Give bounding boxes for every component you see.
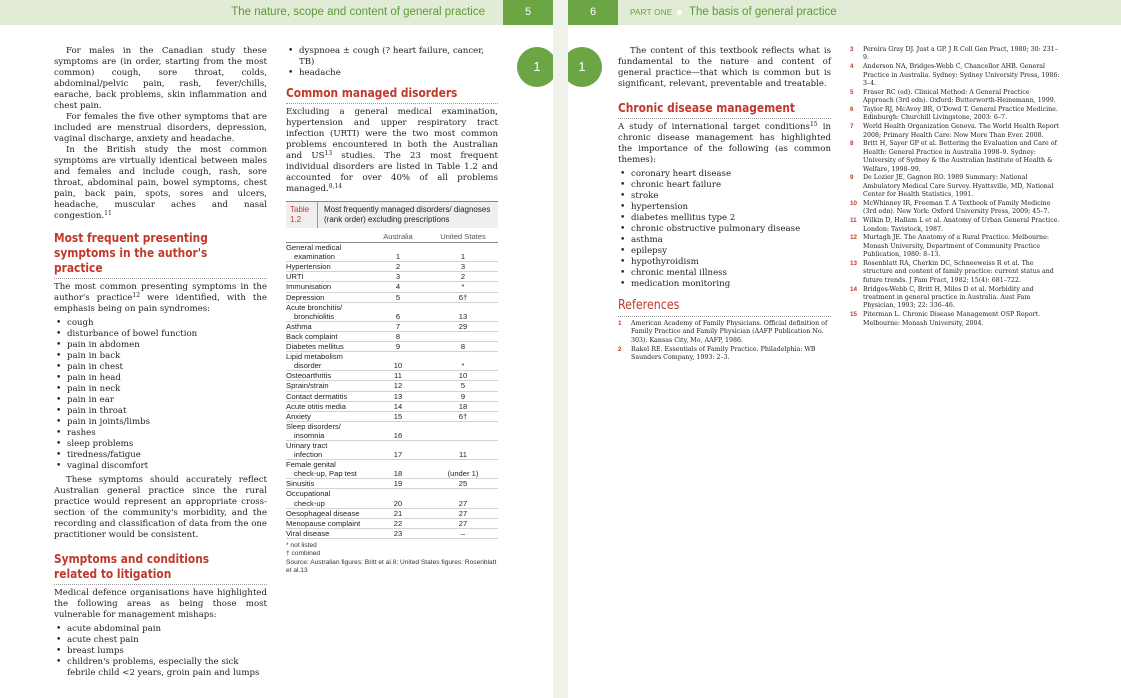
right-column-2 xyxy=(850,46,1060,328)
table-cell-australia-rank: 8 xyxy=(395,331,401,341)
table-header-blank xyxy=(286,232,368,241)
disorder-name-line: General medical xyxy=(286,243,342,253)
table-row xyxy=(286,282,498,292)
citation: 8,14 xyxy=(328,183,343,190)
right-chapter-badge: 1 xyxy=(568,47,602,87)
table-cell-australia-rank: 2 xyxy=(395,262,401,272)
left-column-1 xyxy=(54,46,267,682)
table-label-number: 1.2 xyxy=(290,215,302,224)
symptom-item: • pain in head xyxy=(54,373,267,384)
table-cell-us-rank: 5 xyxy=(460,381,466,391)
paragraph-text: studies. The 23 most frequent individual disorders are listed in Table 1.2 and accounted for over 40% of all problems managed. xyxy=(286,151,498,194)
table-row xyxy=(286,441,498,460)
reference-number: 9 xyxy=(850,174,854,182)
condition-item: • coronary heart disease xyxy=(618,169,831,180)
symptom-item: • pain in chest xyxy=(54,362,267,373)
table-body xyxy=(286,243,498,539)
reference-item xyxy=(850,217,1060,234)
table-cell-us-rank: 27 xyxy=(458,498,468,508)
table-cell-australia-rank: 18 xyxy=(393,469,403,479)
table-cell-australia-rank: 7 xyxy=(395,321,401,331)
table-cell-disorder xyxy=(286,412,368,421)
reference-text: McWhinney IR, Freeman T. A Textbook of Family Medicine (3rd edn). New York: Oxford University Press, 2009; 45–7. xyxy=(863,200,1051,216)
condition-item: • diabetes mellitus type 2 xyxy=(618,213,831,224)
disorder-name-line: bronchiolitis xyxy=(294,311,335,321)
table-cell-disorder xyxy=(286,303,368,321)
table-caption-text: Most frequently managed disorders/ diagnoses (rank order) excluding prescriptions xyxy=(324,205,491,224)
table-cell-australia-rank: 4 xyxy=(395,282,401,292)
reference-number: 7 xyxy=(850,123,854,131)
reference-text: Piterman L. Chronic Disease Management OSP Report. Melbourne: Monash University, 2004. xyxy=(863,311,1041,327)
table-cell-disorder xyxy=(286,460,368,478)
footnote-source: Source: Australian figures: Britt et al.8; United States figures: Rosenblatt et al.13 xyxy=(286,558,497,575)
disorder-name-line: disorder xyxy=(294,361,322,371)
table-cell-disorder xyxy=(286,282,368,291)
disorder-name-line: Acute bronchitis/ xyxy=(286,302,343,312)
bullet-item: • headache xyxy=(286,68,498,79)
heading-rule xyxy=(286,103,498,104)
table-cell-disorder xyxy=(286,509,368,518)
table-cell-us-rank: 1 xyxy=(460,252,466,262)
table-cell-disorder xyxy=(286,293,368,302)
table-footnotes xyxy=(286,542,498,576)
table-label-word: Table xyxy=(290,205,310,214)
disorder-name-line: infection xyxy=(294,450,323,460)
reference-number: 4 xyxy=(850,63,854,71)
disorder-name-line: Depression xyxy=(286,292,325,302)
disorder-name-line: Menopause complaint xyxy=(286,518,361,528)
footnote-not-listed: * not listed xyxy=(286,541,317,549)
paragraph xyxy=(618,122,831,166)
reference-item xyxy=(618,346,831,363)
table-row xyxy=(286,412,498,422)
table-cell-australia-rank: 19 xyxy=(393,479,403,489)
reference-item xyxy=(850,140,1060,174)
table-cell-disorder xyxy=(286,479,368,488)
reference-item xyxy=(850,200,1060,217)
symptom-list xyxy=(54,318,267,472)
condition-item: • stroke xyxy=(618,191,831,202)
table-cell-us-rank: 11 xyxy=(459,450,467,460)
section-heading: Symptoms and conditions related to litigation xyxy=(54,551,210,581)
table-cell-disorder xyxy=(286,243,368,261)
symptom-item: • cough xyxy=(54,318,267,329)
litigation-list xyxy=(54,624,267,679)
reference-item xyxy=(850,174,1060,199)
reference-text: Taylor RJ, McAvoy BR, O'Dowd T. General Practice Medicine. Edinburgh: Churchill Livingstone, 2003: 6–7. xyxy=(863,106,1058,122)
reference-text: Bridges-Webb C, Britt H, Miles D et al. Morbidity and treatment in general practice in Australia. Aust Fam Physician, 1993; 22: 336–46. xyxy=(863,285,1034,310)
references-heading: References xyxy=(618,298,680,313)
reference-number: 8 xyxy=(850,140,854,148)
litigation-item: • children's problems, especially the sick febrile child <2 years, groin pain and lumps xyxy=(54,657,267,679)
table-cell-disorder xyxy=(286,272,368,281)
paragraph xyxy=(286,107,498,195)
symptom-item: • tiredness/fatigue xyxy=(54,450,267,461)
condition-item: • chronic obstructive pulmonary disease xyxy=(618,224,831,235)
litigation-item: • acute chest pain xyxy=(54,635,267,646)
right-page-number: 6 xyxy=(568,0,618,25)
footnote-combined: † combined xyxy=(286,550,321,558)
heading-rule xyxy=(54,584,267,585)
reference-text: American Academy of Family Physicians. Official definition of Family Practice and Family Physician (AAFP Publication No. 303). Kansas City, Mo, AAFP, 1986. xyxy=(631,320,828,344)
paragraph-text: in chronic disease management has highlighted the importance of the following (as common themes): xyxy=(618,122,832,165)
disorder-name-line: Osteoarthritis xyxy=(286,371,332,381)
table-cell-australia-rank: 21 xyxy=(393,508,403,518)
paragraph: For males in the Canadian study these symptoms are (in order, starting from the most common) cough, sore throat, colds, abdominal/pelvic pain, rash, fever/chills, earache, back problems, skin inflammation and chest pain. xyxy=(54,46,267,111)
right-header-title: The basis of general practice xyxy=(689,6,837,18)
disorder-name-line: URTI xyxy=(286,272,304,282)
reference-text: Rakel RE. Essentials of Family Practice. Philadelphia: WB Saunders Company, 1993: 2–3. xyxy=(631,345,816,362)
reference-number: 11 xyxy=(850,217,857,225)
disorder-name-line: Occupational xyxy=(286,489,331,499)
table-cell-australia-rank: 9 xyxy=(395,342,401,352)
table-cell-us-rank xyxy=(428,332,498,341)
table-cell-us-rank: 9 xyxy=(460,391,466,401)
page-gutter xyxy=(553,0,568,698)
table-row xyxy=(286,303,498,322)
symptom-item: • pain in ear xyxy=(54,395,267,406)
reference-number: 5 xyxy=(850,88,854,96)
reference-text: De Lozier JE, Gagnon RO. 1989 Summary: National Ambulatory Medical Care Survey. Hyattsville, MD, National Center for Health Statistics, 1991. xyxy=(863,174,1054,199)
table-cell-australia-rank: 3 xyxy=(395,272,401,282)
table-cell-us-rank: 27 xyxy=(458,518,468,528)
right-page xyxy=(568,0,1121,698)
reference-text: Anderson NA, Bridges-Webb C, Chancellor AHB. General Practice in Australia. Sydney: Sydney University Press, 1986: 3–4. xyxy=(863,63,1060,88)
table-cell-australia-rank: 12 xyxy=(393,381,403,391)
table-cell-us-rank: 2 xyxy=(460,272,466,282)
symptom-item: • disturbance of bowel function xyxy=(54,329,267,340)
reference-text: Pereira Gray DJ. Just a GP. J R Coll Gen Pract, 1980; 30: 231–9. xyxy=(863,46,1058,62)
reference-number: 12 xyxy=(850,234,858,242)
disorder-name-line: Sleep disorders/ xyxy=(286,421,341,431)
reference-item xyxy=(618,320,831,345)
reference-text: Britt H, Sayer GP et al. Bettering the Evaluation and Care of Health: General Practice in Australia 1998–9. Sydney: University of Sydney & the Australian Institute of Health & Welfare, 1998–99. xyxy=(863,140,1057,173)
condition-item: • chronic mental illness xyxy=(618,268,831,279)
left-page xyxy=(0,0,553,698)
table-cell-australia-rank: 17 xyxy=(393,450,403,460)
table-cell-disorder xyxy=(286,352,368,370)
table-row xyxy=(286,342,498,352)
left-chapter-badge: 1 xyxy=(517,47,553,87)
reference-item xyxy=(850,123,1060,140)
paragraph: For females the five other symptoms that are included are menstrual disorders, depression, vaginal discharge, anxiety and headache. xyxy=(54,112,267,144)
citation: 11 xyxy=(104,210,112,217)
table-cell-australia-rank: 14 xyxy=(393,401,403,411)
table-row xyxy=(286,371,498,381)
table-row xyxy=(286,392,498,402)
table-row xyxy=(286,322,498,332)
table-label xyxy=(286,202,318,228)
condition-item: • asthma xyxy=(618,235,831,246)
table-header-row xyxy=(286,228,498,243)
table-row xyxy=(286,479,498,489)
table-header-australia: Australia xyxy=(383,232,413,241)
reference-item xyxy=(850,311,1060,328)
table-cell-us-rank: 8 xyxy=(460,342,466,352)
table-row xyxy=(286,293,498,303)
paragraph xyxy=(54,145,267,222)
paragraph xyxy=(54,282,267,315)
table-cell-us-rank: * xyxy=(461,361,465,371)
table-cell-australia-rank: 22 xyxy=(393,518,403,528)
table-cell-disorder xyxy=(286,392,368,401)
table-cell-disorder xyxy=(286,371,368,380)
disorder-name-line: Anxiety xyxy=(286,411,311,421)
table-row xyxy=(286,509,498,519)
table-cell-australia-rank: 11 xyxy=(394,371,402,381)
reference-number: 2 xyxy=(618,345,622,353)
reference-item xyxy=(850,89,1060,106)
symptom-item: • sleep problems xyxy=(54,439,267,450)
disorder-name-line: Viral disease xyxy=(286,528,330,538)
section-heading: Chronic disease management xyxy=(618,100,795,115)
litigation-item: • breast lumps xyxy=(54,646,267,657)
table-cell-disorder xyxy=(286,262,368,271)
left-header-title: The nature, scope and content of general practice xyxy=(231,6,485,18)
disorder-name-line: Back complaint xyxy=(286,331,338,341)
condition-item: • chronic heart failure xyxy=(618,180,831,191)
paragraph-text: The most common presenting symptoms in the author's practice xyxy=(54,282,267,303)
condition-item: • epilepsy xyxy=(618,246,831,257)
reference-text: Murtagh JE. The Anatomy of a Rural Practice. Melbourne: Monash University, Department of Community Practice Publication, 1980: 8–13. xyxy=(863,234,1049,259)
symptom-item: • pain in joints/limbs xyxy=(54,417,267,428)
table-row xyxy=(286,352,498,371)
reference-number: 3 xyxy=(850,46,854,53)
table-cell-australia-rank: 5 xyxy=(395,292,401,302)
table-cell-disorder xyxy=(286,402,368,411)
table-cell-disorder xyxy=(286,489,368,507)
table-cell-disorder xyxy=(286,441,368,459)
table-row xyxy=(286,262,498,272)
symptom-item: • vaginal discomfort xyxy=(54,461,267,472)
table-cell-us-rank: 18 xyxy=(458,401,468,411)
table-row xyxy=(286,243,498,262)
header-separator-dot xyxy=(677,10,682,15)
table-cell-us-rank: 3 xyxy=(460,262,466,272)
table-cell-us-rank: 6† xyxy=(458,292,468,302)
paragraph-text: Excluding a general medical examination, hypertension and upper respiratory tract infection (URTI) were the two most common problems encountered in both the Australian and US xyxy=(286,107,498,161)
disorder-name-line: Sprain/strain xyxy=(286,381,329,391)
reference-number: 6 xyxy=(850,106,854,114)
table-cell-australia-rank: 15 xyxy=(393,411,403,421)
disorder-name-line: Immunisation xyxy=(286,282,332,292)
disorder-name-line: check-up, Pap test xyxy=(294,469,357,479)
heading-rule xyxy=(618,316,831,317)
table-cell-australia-rank: 16 xyxy=(393,430,403,440)
disorder-name-line: Acute otitis media xyxy=(286,401,346,411)
table-row xyxy=(286,519,498,529)
symptom-item: • pain in abdomen xyxy=(54,340,267,351)
paragraph-text: were identified, with the emphasis being on pain syndromes: xyxy=(54,293,267,314)
table-cell-disorder xyxy=(286,332,368,341)
table-row xyxy=(286,381,498,391)
table-row xyxy=(286,529,498,539)
paragraph-text: In the British study the most common symptoms are virtually identical between males and females and include cough, rash, sore throat, abdominal pain, bowel symptoms, chest pain, back pain, spots, sores and ulcers, headache, muscular aches and nasal congestion. xyxy=(54,145,267,221)
table-cell-us-rank: 10 xyxy=(458,371,468,381)
table-cell-us-rank: 6† xyxy=(458,411,468,421)
disorder-name-line: Urinary tract xyxy=(286,440,328,450)
table-cell-australia-rank: 20 xyxy=(393,498,403,508)
table-header-us: United States xyxy=(440,232,486,241)
table-cell-disorder xyxy=(286,381,368,390)
disorder-name-line: Asthma xyxy=(286,321,312,331)
citation: 15 xyxy=(809,121,818,128)
disorder-name-line: check-up xyxy=(294,498,325,508)
reference-item xyxy=(850,260,1060,285)
reference-item xyxy=(850,46,1060,63)
paragraph-text: A study of international target conditions xyxy=(618,122,810,132)
disorder-name-line: Oesophageal disease xyxy=(286,508,360,518)
table-cell-us-rank: 27 xyxy=(458,508,468,518)
litigation-item: • acute abdominal pain xyxy=(54,624,267,635)
symptom-item: • pain in neck xyxy=(54,384,267,395)
table-row xyxy=(286,422,498,441)
condition-item: • hypertension xyxy=(618,202,831,213)
disorders-table xyxy=(286,228,498,539)
table-cell-australia-rank: 1 xyxy=(395,252,401,262)
paragraph: The content of this textbook reflects what is fundamental to the nature and content of general practice—that which is common but is significant, relevant, preventable and treatable. xyxy=(618,46,831,89)
table-cell-disorder xyxy=(286,529,368,538)
paragraph: Medical defence organisations have highlighted the following areas as being those most vulnerable for management mishaps: xyxy=(54,588,267,620)
citation: 13 xyxy=(324,150,333,157)
reference-number: 14 xyxy=(850,285,858,293)
table-cell-us-rank: – xyxy=(460,528,466,538)
disorder-name-line: Lipid metabolism xyxy=(286,352,343,362)
reference-item xyxy=(850,63,1060,88)
section-heading: Most frequent presenting symptoms in the author's practice xyxy=(54,230,208,275)
references-list xyxy=(850,46,1060,328)
table-cell-australia-rank: 6 xyxy=(395,311,401,321)
symptom-item: • pain in throat xyxy=(54,406,267,417)
symptom-item: • pain in back xyxy=(54,351,267,362)
reference-number: 1 xyxy=(618,320,622,327)
right-column-1 xyxy=(618,46,831,363)
symptom-item: • rashes xyxy=(54,428,267,439)
condition-item: • medication monitoring xyxy=(618,279,831,290)
citation: 12 xyxy=(132,292,141,299)
paragraph: These symptoms should accurately reflect Australian general practice since the rural practice would represent an appropriate cross-section of the community's morbidity, and the recording and classification of data from the one practitioner would be consistent. xyxy=(54,475,267,540)
table-cell-us-rank: (under 1) xyxy=(447,469,479,479)
left-column-2 xyxy=(286,46,498,576)
table-cell-disorder xyxy=(286,519,368,528)
reference-item xyxy=(850,286,1060,311)
left-page-number: 5 xyxy=(503,0,553,25)
table-cell-us-rank: 29 xyxy=(458,321,468,331)
disorder-name-line: Diabetes mellitus xyxy=(286,342,344,352)
disorder-name-line: insomnia xyxy=(294,430,325,440)
table-row xyxy=(286,489,498,508)
table-cell-australia-rank: 13 xyxy=(393,391,403,401)
table-cell-australia-rank: 23 xyxy=(393,528,403,538)
disorder-name-line: Female genital xyxy=(286,460,336,470)
disorder-name-line: examination xyxy=(294,252,335,262)
table-cell-us-rank: * xyxy=(461,282,465,292)
reference-item xyxy=(850,234,1060,259)
table-cell-disorder xyxy=(286,422,368,440)
heading-rule xyxy=(618,118,831,119)
reference-text: Rosenblatt RA, Cherkin DC, Schneeweiss R et al. The structure and content of family practice: current status and future trends. J Fam Pract, 1982; 15(4): 681–722. xyxy=(863,260,1054,284)
table-cell-australia-rank: 10 xyxy=(393,361,403,371)
reference-number: 15 xyxy=(850,311,858,319)
table-cell-disorder xyxy=(286,322,368,331)
condition-item: • hypothyroidism xyxy=(618,257,831,268)
section-heading: Common managed disorders xyxy=(286,85,458,100)
reference-item xyxy=(850,106,1060,123)
right-header-part: PART ONE xyxy=(630,8,673,17)
disorder-name-line: Hypertension xyxy=(286,262,331,272)
bullet-item: • dyspnoea ± cough (? heart failure, cancer, TB) xyxy=(286,46,498,68)
conditions-list xyxy=(618,169,831,290)
table-caption xyxy=(286,201,498,228)
heading-rule xyxy=(54,278,267,279)
table-row xyxy=(286,272,498,282)
bullet-list xyxy=(286,46,498,79)
reference-text: Wilkin D, Hallam L et al. Anatomy of Urban General Practice. London: Tavistock, 1987. xyxy=(863,217,1060,233)
references-list xyxy=(618,320,831,362)
disorder-name-line: Contact dermatitis xyxy=(286,391,348,401)
table-cell-disorder xyxy=(286,342,368,351)
table-cell-us-rank: 13 xyxy=(458,311,468,321)
table-cell-us-rank: 25 xyxy=(458,479,468,489)
reference-text: World Health Organization Geneva. The World Health Report 2008; Primary Health Care: Now More Than Ever. 2008. xyxy=(863,123,1060,139)
reference-number: 13 xyxy=(850,260,858,268)
table-row xyxy=(286,332,498,342)
disorder-name-line: Sinusitis xyxy=(286,479,315,489)
table-row xyxy=(286,460,498,479)
reference-number: 10 xyxy=(850,200,858,208)
reference-text: Fraser RC (ed). Clinical Method: A General Practice Approach (3rd edn). Oxford: Butterworth-Heinemann, 1999. xyxy=(863,88,1056,105)
table-row xyxy=(286,402,498,412)
